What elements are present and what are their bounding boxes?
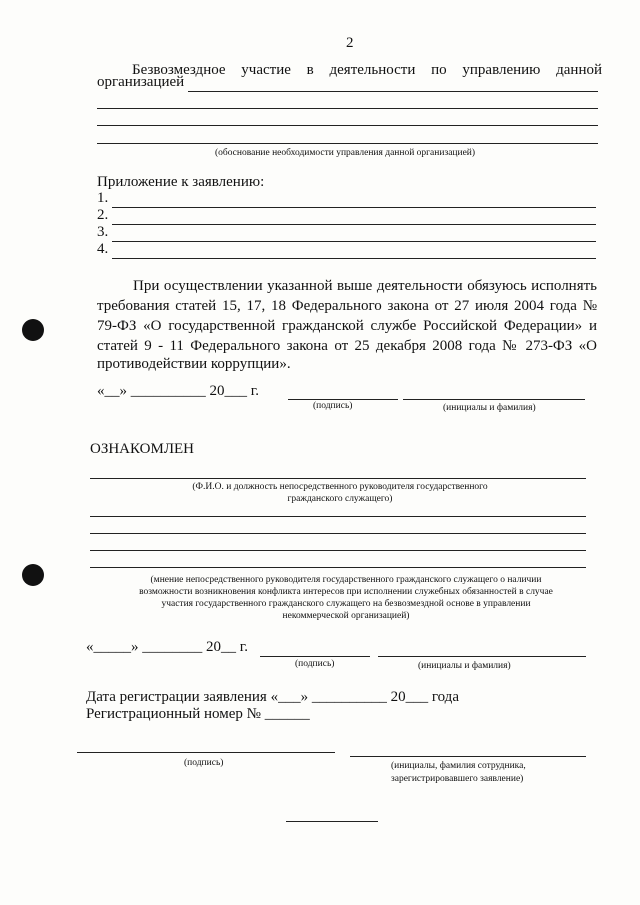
name-caption: зарегистрировавшего заявление): [391, 774, 524, 784]
name-line: [403, 399, 585, 400]
fill-line: [97, 125, 598, 126]
supervisor-caption: (Ф.И.О. и должность непосредственного руководителя государственного: [192, 482, 488, 492]
signature-caption: (подпись): [295, 659, 335, 669]
supervisor-caption: гражданского служащего): [287, 494, 393, 504]
obligation-line: При осуществлении указанной выше деятельности обязуюсь исполнять: [133, 278, 597, 294]
signature-line: [77, 752, 335, 753]
attachment-line: [112, 224, 596, 225]
page-number: 2: [346, 35, 354, 51]
name-caption: (инициалы, фамилия сотрудника,: [391, 761, 526, 771]
participation-line-2: организацией: [97, 74, 185, 90]
opinion-caption: участия государственного гражданского служащего на безвозмездной основе в управлении: [161, 599, 531, 609]
attachment-number: 2.: [97, 207, 109, 223]
date-field-2: «_____» ________ 20__ г.: [86, 639, 248, 655]
justification-caption: (обоснование необходимости управления данной организацией): [214, 148, 476, 158]
attachment-number: 1.: [97, 190, 109, 206]
signature-caption: (подпись): [313, 401, 353, 411]
obligation-line: 79-ФЗ «О государственной гражданской службе Российской Федерации» и: [97, 318, 597, 334]
opinion-caption: некоммерческой организацией): [282, 611, 410, 621]
signature-line: [288, 399, 398, 400]
obligation-line: противодействии коррупции».: [97, 356, 291, 372]
attachment-number: 3.: [97, 224, 109, 240]
name-caption: (инициалы и фамилия): [418, 661, 511, 671]
binder-hole-top: [22, 319, 44, 341]
attachment-number: 4.: [97, 241, 109, 257]
name-caption: (инициалы и фамилия): [443, 403, 536, 413]
fill-line: [188, 91, 598, 92]
obligation-line: статей 9 - 11 Федерального закона от 25 декабря 2008 года № 273-ФЗ «О: [97, 338, 597, 354]
date-field-1: «__» __________ 20___ г.: [97, 383, 259, 399]
obligation-line: требования статей 15, 17, 18 Федерального закона от 27 июля 2004 года №: [97, 298, 597, 314]
fill-line: [97, 143, 598, 144]
registration-number: Регистрационный номер № ______: [86, 706, 310, 722]
fill-line: [90, 516, 586, 517]
attachment-line: [112, 241, 596, 242]
footer-divider: [286, 821, 378, 822]
name-line: [350, 756, 586, 757]
participation-line-1: Безвозмездное участие в деятельности по управлению данной: [132, 62, 602, 78]
fill-line: [90, 478, 586, 479]
registration-date: Дата регистрации заявления «___» __________ 20___ года: [86, 689, 459, 705]
signature-line: [260, 656, 370, 657]
acknowledged-title: ОЗНАКОМЛЕН: [90, 441, 194, 457]
opinion-caption: возможности возникновения конфликта интересов при исполнении служебных обязанностей в случае: [139, 587, 553, 597]
fill-line: [90, 533, 586, 534]
fill-line: [90, 550, 586, 551]
fill-line: [90, 567, 586, 568]
attachments-title: Приложение к заявлению:: [97, 174, 265, 190]
signature-caption: (подпись): [184, 758, 224, 768]
name-line: [378, 656, 586, 657]
attachment-line: [112, 207, 596, 208]
attachment-line: [112, 258, 596, 259]
fill-line: [97, 108, 598, 109]
opinion-caption: (мнение непосредственного руководителя государственного гражданского служащего о наличии: [150, 575, 542, 585]
binder-hole-bottom: [22, 564, 44, 586]
